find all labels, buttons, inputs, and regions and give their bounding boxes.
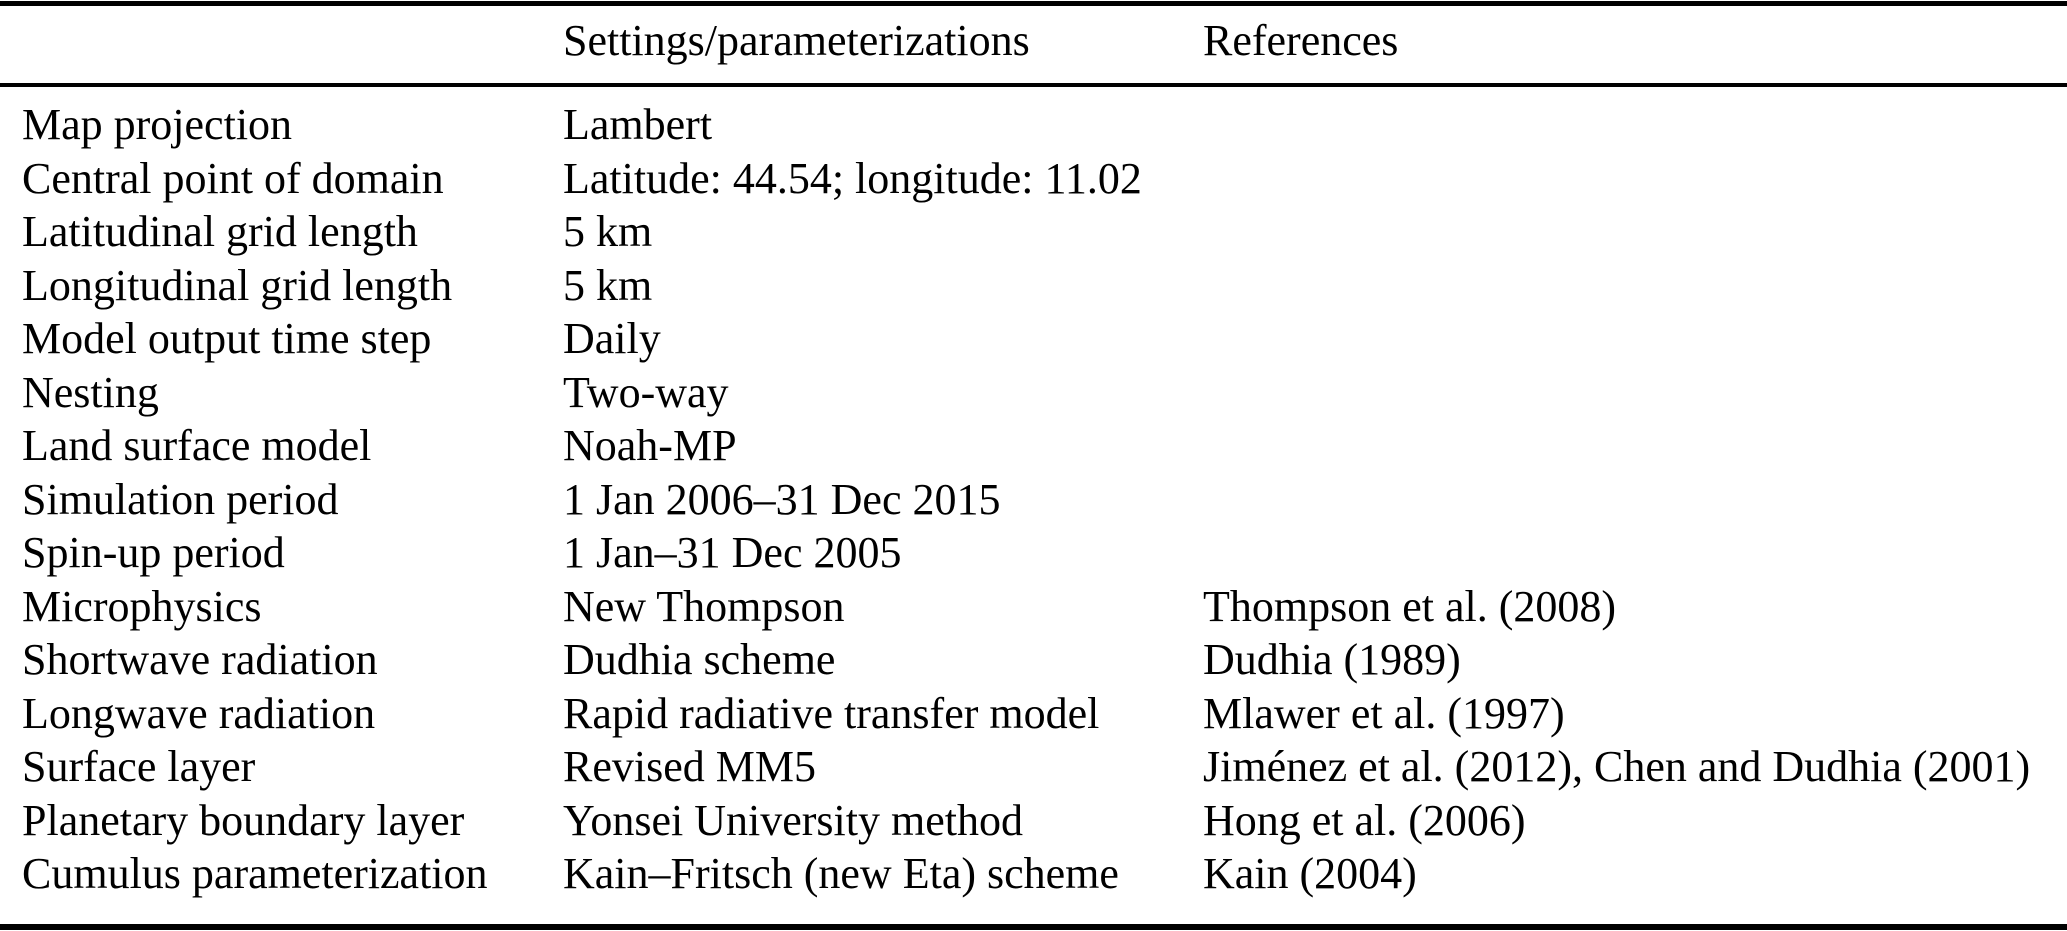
header-references-column: References (1203, 16, 1399, 65)
table-row (0, 312, 2067, 366)
table-row (0, 740, 2067, 794)
parameter-cell: Land surface model (22, 421, 372, 470)
reference-cell: Kain (2004) (1203, 849, 1417, 898)
table-row (0, 847, 2067, 901)
parameter-cell: Model output time step (22, 314, 432, 363)
setting-cell: Latitude: 44.54; longitude: 11.02 (563, 153, 1142, 203)
reference-cell (1203, 152, 2067, 206)
table-row (0, 794, 2067, 848)
setting-cell: 5 km (563, 207, 653, 256)
setting-cell: Revised MM5 (563, 742, 816, 791)
table-bottom-rule (0, 924, 2067, 930)
setting-cell: Rapid radiative transfer model (563, 688, 1100, 738)
reference-cell: Hong et al. (2006) (1203, 795, 1526, 845)
setting-cell: Two-way (563, 367, 729, 417)
table-row (0, 259, 2067, 313)
parameter-cell: Longitudinal grid length (22, 260, 453, 310)
parameter-cell: Longwave radiation (22, 688, 376, 738)
setting-cell: Yonsei University method (563, 795, 1023, 845)
parameter-cell: Surface layer (22, 742, 256, 791)
table-top-rule (0, 1, 2067, 6)
setting-cell: Noah-MP (563, 421, 737, 470)
parameter-cell: Spin-up period (22, 528, 285, 577)
reference-cell: Mlawer et al. (1997) (1203, 688, 1565, 738)
table-row (0, 473, 2067, 527)
parameter-cell: Shortwave radiation (22, 635, 378, 684)
parameter-cell: Cumulus parameterization (22, 849, 488, 898)
parameter-cell: Latitudinal grid length (22, 207, 418, 256)
reference-cell: Thompson et al. (2008) (1203, 581, 1617, 631)
setting-cell: 1 Jan–31 Dec 2005 (563, 528, 902, 577)
setting-cell: 1 Jan 2006–31 Dec 2015 (563, 474, 1001, 524)
table-row (0, 366, 2067, 420)
parameter-cell: Simulation period (22, 474, 339, 524)
setting-cell: 5 km (563, 260, 653, 310)
table-row (0, 687, 2067, 741)
header-parameter-column (22, 14, 563, 67)
parameter-cell: Microphysics (22, 581, 262, 631)
table-row (0, 526, 2067, 580)
reference-cell (1203, 419, 2067, 473)
table-header-row (0, 14, 2067, 67)
reference-cell (1203, 98, 2067, 152)
table-body (0, 87, 2067, 901)
header-settings-column: Settings/parameterizations (563, 16, 1030, 65)
table-row (0, 98, 2067, 152)
reference-cell (1203, 366, 2067, 420)
table-row (0, 580, 2067, 634)
setting-cell: New Thompson (563, 581, 845, 631)
reference-cell (1203, 259, 2067, 313)
setting-cell: Daily (563, 314, 661, 363)
table-row (0, 419, 2067, 473)
parameter-cell: Planetary boundary layer (22, 795, 465, 845)
parameter-cell: Central point of domain (22, 153, 444, 203)
reference-cell: Jiménez et al. (2012), Chen and Dudhia (2001) (1203, 742, 2031, 791)
reference-cell (1203, 205, 2067, 259)
reference-cell: Dudhia (1989) (1203, 635, 1461, 684)
setting-cell: Kain–Fritsch (new Eta) scheme (563, 849, 1119, 898)
setting-cell: Dudhia scheme (563, 635, 836, 684)
table-row (0, 205, 2067, 259)
table-row (0, 633, 2067, 687)
reference-cell (1203, 312, 2067, 366)
reference-cell (1203, 526, 2067, 580)
paper-table-page (0, 1, 2067, 931)
parameter-cell: Map projection (22, 100, 293, 149)
reference-cell (1203, 473, 2067, 527)
setting-cell: Lambert (563, 100, 713, 149)
table-row (0, 152, 2067, 206)
parameter-cell: Nesting (22, 367, 159, 417)
